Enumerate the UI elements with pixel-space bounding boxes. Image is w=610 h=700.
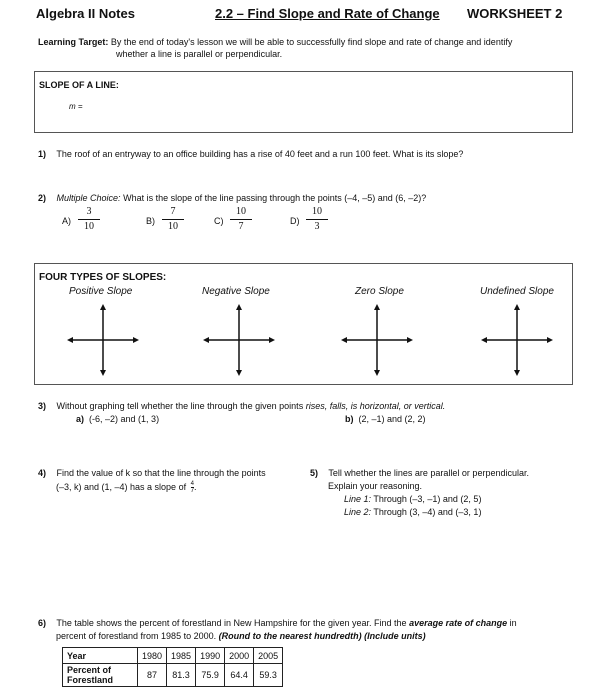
lesson-title: 2.2 – Find Slope and Rate of Change — [215, 6, 440, 21]
question-emphasis: average rate of change — [409, 618, 508, 628]
part-text: (2, –1) and (2, 2) — [358, 414, 426, 424]
line-label: Line 2: — [344, 507, 372, 517]
fraction-denominator: 3 — [314, 221, 320, 232]
question-text: The roof of an entryway to an office building has a rise of 40 feet and a run 100 feet. What is its slope? — [56, 149, 464, 159]
table-cell: 59.3 — [254, 664, 283, 687]
question-3-part-a — [76, 413, 159, 425]
table-row — [63, 648, 283, 664]
question-text-line1: Tell whether the lines are parallel or perpendicular. — [328, 468, 529, 478]
learning-target-label: Learning Target: — [38, 37, 109, 47]
choice-letter: C) — [214, 216, 224, 226]
learning-target-line2: whether a line is parallel or perpendicular. — [116, 49, 283, 59]
fraction-bar — [230, 219, 252, 220]
table-cell: 1985 — [167, 648, 196, 664]
slope-definition-box — [34, 71, 573, 133]
row-header: Percent of Forestland — [63, 664, 138, 687]
part-label: a) — [76, 414, 85, 424]
question-text: in — [509, 618, 517, 628]
line-label: Line 1: — [344, 494, 372, 504]
question-6 — [38, 617, 578, 629]
question-text-line1: Find the value of k so that the line through the points — [56, 468, 266, 478]
choice-fraction — [78, 206, 100, 233]
choice-letter: A) — [62, 216, 71, 226]
fraction-denominator: 10 — [84, 221, 94, 232]
forestland-table — [62, 647, 283, 687]
type-negative: Negative Slope — [202, 286, 270, 297]
slope-box-label: SLOPE OF A LINE: — [39, 80, 119, 90]
question-5-line2: Explain your reasoning. — [328, 481, 423, 491]
question-number: 2) — [38, 193, 47, 203]
line-text: Through (–3, –1) and (2, 5) — [373, 494, 482, 504]
question-text: Without graphing tell whether the line through the given points — [56, 401, 304, 411]
question-4-line2: (–3, k) and (1, –4) has a slope of $\frac{4}{7}$ . — [56, 481, 197, 495]
row-header: Year — [63, 648, 138, 664]
question-4 — [38, 467, 298, 479]
worksheet-label: WORKSHEET 2 — [467, 6, 563, 21]
fraction-numerator: 3 — [86, 206, 92, 217]
part-text: (-6, –2) and (1, 3) — [89, 414, 160, 424]
question-6-line2 — [56, 630, 426, 642]
fraction-bar — [306, 219, 328, 220]
type-positive: Positive Slope — [69, 286, 133, 297]
question-2 — [38, 192, 426, 204]
fraction-numerator: 4 — [190, 481, 194, 488]
slope-types-box — [34, 263, 573, 385]
type-zero: Zero Slope — [355, 286, 404, 297]
positive-slope-axes — [67, 304, 139, 376]
slope-formula: m = — [69, 102, 83, 111]
negative-slope-axes — [203, 304, 275, 376]
choice-letter: B) — [146, 216, 155, 226]
question-text: What is the slope of the line passing through the points (–4, –5) and (6, –2)? — [123, 193, 427, 203]
fraction-numerator: 10 — [236, 206, 246, 217]
slope-fraction — [191, 481, 194, 494]
question-number: 3) — [38, 401, 47, 411]
fraction-denominator: 7 — [238, 221, 244, 232]
question-3-part-b — [345, 413, 426, 425]
question-text: percent of forestland from 1985 to 2000. — [56, 631, 217, 641]
slope-types-label: FOUR TYPES OF SLOPES: — [39, 272, 167, 283]
learning-target — [38, 36, 568, 60]
question-5-line-1 — [344, 493, 481, 505]
fraction-denominator: 10 — [168, 221, 178, 232]
question-number: 6) — [38, 618, 47, 628]
table-cell: 1990 — [196, 648, 225, 664]
table-cell: 64.4 — [225, 664, 254, 687]
zero-slope-axes — [341, 304, 413, 376]
line-text: Through (3, –4) and (–3, 1) — [373, 507, 482, 517]
table-cell: 2000 — [225, 648, 254, 664]
question-3 — [38, 400, 445, 412]
fraction-bar — [78, 219, 100, 220]
question-number: 4) — [38, 468, 47, 478]
fraction-denominator: 7 — [190, 488, 194, 495]
table-cell: 2005 — [254, 648, 283, 664]
table-cell: 1980 — [138, 648, 167, 664]
course-title: Algebra II Notes — [36, 6, 135, 21]
question-number: 5) — [310, 468, 319, 478]
choice-fraction — [306, 206, 328, 233]
table-cell: 81.3 — [167, 664, 196, 687]
question-5-line-2 — [344, 506, 481, 518]
type-undefined: Undefined Slope — [480, 286, 554, 297]
part-label: b) — [345, 414, 354, 424]
table-cell: 87 — [138, 664, 167, 687]
question-5 — [310, 467, 580, 479]
question-prefix: Multiple Choice: — [56, 193, 121, 203]
choice-letter: D) — [290, 216, 300, 226]
choice-fraction — [230, 206, 252, 233]
table-cell: 75.9 — [196, 664, 225, 687]
question-text-line2: (–3, k) and (1, –4) has a slope of — [56, 482, 187, 492]
fraction-numerator: 7 — [170, 206, 176, 217]
question-number: 1) — [38, 149, 47, 159]
question-text-italic: rises, falls, is horizontal, or vertical. — [305, 401, 446, 411]
fraction-numerator: 10 — [312, 206, 322, 217]
learning-target-line1: By the end of today's lesson we will be able to successfully find slope and rate of change and identify — [110, 37, 513, 47]
answer-choices — [62, 206, 362, 242]
question-text: The table shows the percent of forestland in New Hampshire for the given year. Find the — [56, 618, 407, 628]
table-row — [63, 664, 283, 687]
question-1 — [38, 148, 463, 160]
undefined-slope-axes — [481, 304, 553, 376]
choice-fraction — [162, 206, 184, 233]
fraction-bar — [162, 219, 184, 220]
question-instructions: (Round to the nearest hundredth) (Include units) — [218, 631, 426, 641]
